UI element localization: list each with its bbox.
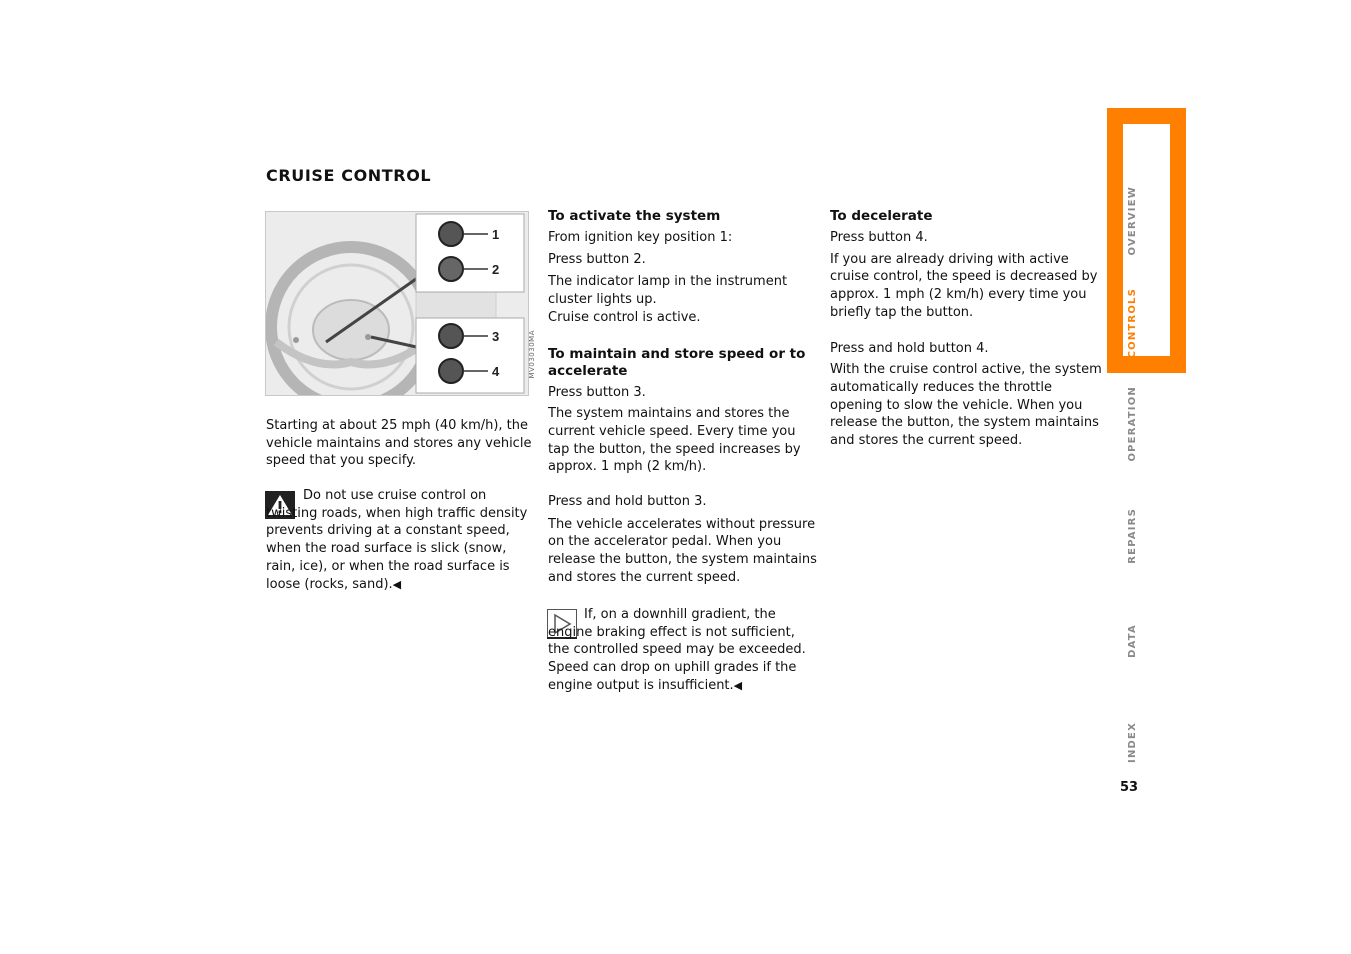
middle-column xyxy=(548,208,820,587)
decelerate-description: If you are already driving with active cruise control, the speed is decreased by approx. 1 mph (2 km/h) every time you briefly tap the button. xyxy=(830,251,1098,320)
activate-step-2: Press button 2. xyxy=(548,251,646,267)
page-title: CRUISE CONTROL xyxy=(266,166,432,185)
intro-paragraph: Starting at about 25 mph (40 km/h), the vehicle maintains and stores any vehicle speed that you specify. xyxy=(266,418,532,469)
maintain-step-2: Press and hold button 3. xyxy=(548,494,707,510)
nav-tab-overview[interactable]: OVERVIEW xyxy=(1127,186,1138,256)
maintain-heading: To maintain and store speed or to accelerate xyxy=(548,345,806,379)
activate-step-1: From ignition key position 1: xyxy=(548,230,733,245)
cruise-control-figure xyxy=(265,211,529,396)
decelerate-hold-description: With the cruise control active, the system automatically reduces the throttle opening to slow the vehicle. When you release the button, the system maintains and stores the current speed. xyxy=(830,362,1102,449)
decelerate-heading: To decelerate xyxy=(830,208,933,224)
button-label-2: 2 xyxy=(492,262,500,277)
nav-tab-data[interactable]: DATA xyxy=(1127,624,1138,658)
end-mark-icon: ◀ xyxy=(392,577,402,591)
nav-tab-index[interactable]: INDEX xyxy=(1127,722,1138,763)
warning-paragraph: Do not use cruise control on twisting roads, when high traffic density prevents driving at a constant speed, when the road surface is slick (snow, rain, ice), or when the road surface is loose (rocks, sand). xyxy=(266,488,528,592)
maintain-description: The system maintains and stores the current vehicle speed. Every time you tap the button, the speed increases by approx. 1 mph (2 km/h). xyxy=(548,406,801,475)
intro-text-block xyxy=(266,417,532,470)
nav-tab-controls[interactable]: CONTROLS xyxy=(1127,288,1138,359)
accelerate-description: The vehicle accelerates without pressure on the accelerator pedal. When you release the button, the system maintains and stores the current speed. xyxy=(548,516,817,585)
button-label-4: 4 xyxy=(492,364,500,379)
warning-text-block xyxy=(266,487,536,593)
steering-wheel-illustration xyxy=(266,212,528,395)
note-text-block xyxy=(548,606,820,695)
end-mark-icon: ◀ xyxy=(733,678,743,692)
button-label-3: 3 xyxy=(492,329,500,344)
nav-tab-repairs[interactable]: REPAIRS xyxy=(1127,508,1138,564)
activate-indicator-text: The indicator lamp in the instrument cluster lights up. xyxy=(548,274,788,308)
activate-heading: To activate the system xyxy=(548,208,721,224)
right-column xyxy=(830,208,1102,450)
page-number: 53 xyxy=(1120,780,1139,795)
decelerate-step-2: Press and hold button 4. xyxy=(830,340,989,356)
maintain-step-1: Press button 3. xyxy=(548,384,646,400)
decelerate-step-1: Press button 4. xyxy=(830,230,928,245)
note-paragraph: If, on a downhill gradient, the engine braking effect is not sufficient, the controlled speed may be exceeded. Speed can drop on uphill grades if the engine output is insufficient. xyxy=(548,607,806,693)
nav-tab-operation[interactable]: OPERATION xyxy=(1127,386,1138,462)
figure-code: MV03030MA xyxy=(528,330,536,379)
button-label-1: 1 xyxy=(492,227,500,242)
activate-status-text: Cruise control is active. xyxy=(548,309,701,325)
